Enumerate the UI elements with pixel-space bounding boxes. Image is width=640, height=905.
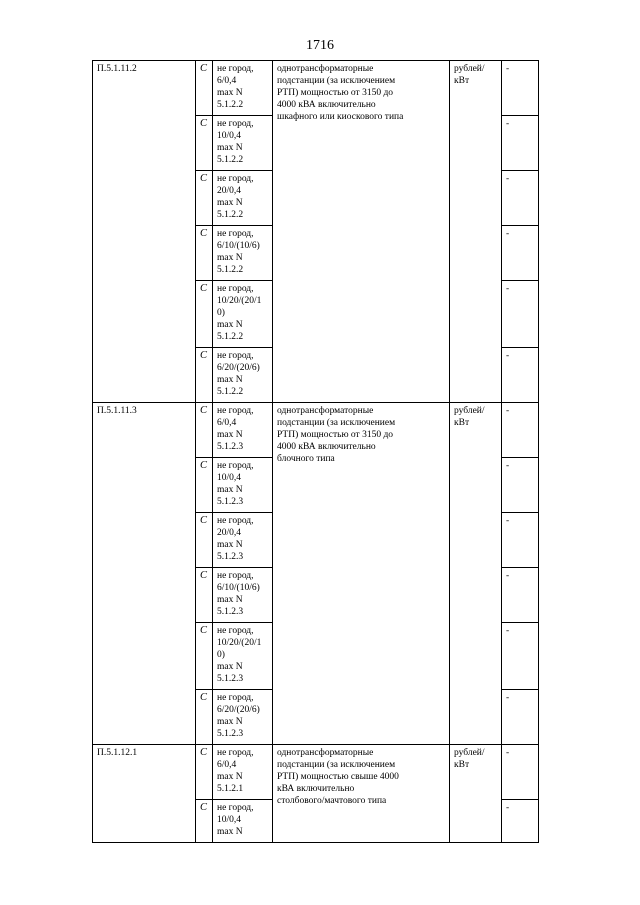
category-letter: C: [200, 173, 208, 184]
category-letter: C: [200, 350, 208, 361]
value: -: [506, 119, 510, 129]
condition-line: не город,: [217, 693, 254, 703]
category-letter-cell: [196, 116, 213, 171]
condition-cell: [213, 568, 273, 623]
condition-line: 5.1.2.2: [217, 210, 244, 220]
description-line: РТП) мощностью свыше 4000: [277, 772, 399, 782]
condition-line: не город,: [217, 284, 254, 294]
description-line: подстанции (за исключением: [277, 760, 396, 770]
value: -: [506, 516, 510, 526]
category-letter: C: [200, 570, 208, 581]
description-line: однотрансформаторные: [277, 64, 374, 74]
value-cell: [502, 171, 539, 226]
category-letter-cell: [196, 568, 213, 623]
category-letter-cell: [196, 281, 213, 348]
category-letter-cell: [196, 745, 213, 800]
condition-line: max N: [217, 375, 243, 385]
value-cell: [502, 348, 539, 403]
condition-line: не город,: [217, 119, 254, 129]
condition-cell: [213, 745, 273, 800]
condition-line: 5.1.2.3: [217, 442, 244, 452]
condition-line: 5.1.2.3: [217, 674, 244, 684]
value-cell: [502, 403, 539, 458]
condition-line: 6/20/(20/6): [217, 363, 260, 373]
category-letter: C: [200, 118, 208, 129]
description-line: столбового/мачтового типа: [277, 796, 387, 806]
value-cell: [502, 745, 539, 800]
description-line: РТП) мощностью от 3150 до: [277, 88, 394, 98]
value-cell: [502, 513, 539, 568]
condition-line: 10/0,4: [217, 815, 242, 825]
value: -: [506, 406, 510, 416]
value: -: [506, 284, 510, 294]
value-cell: [502, 226, 539, 281]
category-letter-cell: [196, 458, 213, 513]
category-letter: C: [200, 802, 208, 813]
value: -: [506, 229, 510, 239]
condition-line: 5.1.2.3: [217, 607, 244, 617]
item-code: П.5.1.11.3: [97, 406, 137, 416]
condition-line: max N: [217, 198, 243, 208]
value-cell: [502, 800, 539, 843]
condition-line: 5.1.2.3: [217, 729, 244, 739]
condition-cell: [213, 623, 273, 690]
description-line: шкафного или киоскового типа: [277, 112, 404, 122]
value: -: [506, 64, 510, 74]
condition-line: max N: [217, 88, 243, 98]
condition-line: 5.1.2.2: [217, 155, 244, 165]
condition-line: не город,: [217, 229, 254, 239]
description-line: блочного типа: [277, 454, 335, 464]
condition-line: 6/10/(10/6): [217, 241, 260, 251]
category-letter: C: [200, 747, 208, 758]
condition-cell: [213, 690, 273, 745]
condition-line: 5.1.2.1: [217, 784, 244, 794]
description-cell: [273, 61, 450, 403]
condition-line: 6/10/(10/6): [217, 583, 260, 593]
condition-line: 5.1.2.2: [217, 387, 244, 397]
value-cell: [502, 568, 539, 623]
condition-line: max N: [217, 827, 243, 837]
value-cell: [502, 623, 539, 690]
value-cell: [502, 61, 539, 116]
condition-line: max N: [217, 430, 243, 440]
condition-line: не город,: [217, 461, 254, 471]
condition-cell: [213, 403, 273, 458]
description-cell: [273, 745, 450, 843]
table-row: [93, 403, 539, 458]
value-cell: [502, 116, 539, 171]
condition-line: не город,: [217, 803, 254, 813]
description-line: однотрансформаторные: [277, 748, 374, 758]
value: -: [506, 626, 510, 636]
condition-cell: [213, 800, 273, 843]
condition-line: 5.1.2.2: [217, 100, 244, 110]
condition-line: 5.1.2.3: [217, 497, 244, 507]
condition-cell: [213, 171, 273, 226]
table-body: [93, 61, 539, 843]
category-letter: C: [200, 63, 208, 74]
condition-line: 20/0,4: [217, 528, 242, 538]
description-line: 4000 кВА включительно: [277, 100, 376, 110]
condition-line: max N: [217, 662, 243, 672]
category-letter-cell: [196, 690, 213, 745]
value-cell: [502, 281, 539, 348]
category-letter-cell: [196, 61, 213, 116]
condition-line: max N: [217, 143, 243, 153]
condition-line: 6/0,4: [217, 760, 237, 770]
unit-line: кВт: [454, 76, 470, 86]
description-line: РТП) мощностью от 3150 до: [277, 430, 394, 440]
value: -: [506, 174, 510, 184]
value: -: [506, 748, 510, 758]
unit-cell: [450, 403, 502, 745]
condition-cell: [213, 226, 273, 281]
category-letter: C: [200, 625, 208, 636]
condition-line: 5.1.2.2: [217, 265, 244, 275]
condition-line: 5.1.2.3: [217, 552, 244, 562]
category-letter: C: [200, 283, 208, 294]
condition-line: 6/0,4: [217, 418, 237, 428]
category-letter: C: [200, 405, 208, 416]
description-line: кВА включительно: [277, 784, 355, 794]
item-code-cell: [93, 61, 196, 403]
condition-cell: [213, 513, 273, 568]
condition-line: 6/0,4: [217, 76, 237, 86]
category-letter: C: [200, 228, 208, 239]
condition-line: 6/20/(20/6): [217, 705, 260, 715]
condition-line: 20/0,4: [217, 186, 242, 196]
description-cell: [273, 403, 450, 745]
page-number: 1716: [306, 38, 334, 53]
condition-line: не город,: [217, 351, 254, 361]
value: -: [506, 351, 510, 361]
tariff-table: [92, 60, 539, 843]
condition-line: 10/0,4: [217, 131, 242, 141]
value-cell: [502, 690, 539, 745]
condition-line: 10/20/(20/1: [217, 638, 262, 648]
condition-cell: [213, 281, 273, 348]
condition-line: не город,: [217, 626, 254, 636]
category-letter-cell: [196, 348, 213, 403]
category-letter-cell: [196, 226, 213, 281]
condition-line: не город,: [217, 748, 254, 758]
unit-line: кВт: [454, 418, 470, 428]
unit-line: рублей/: [454, 406, 485, 416]
condition-line: 5.1.2.2: [217, 332, 244, 342]
condition-line: max N: [217, 540, 243, 550]
condition-cell: [213, 61, 273, 116]
description-line: однотрансформаторные: [277, 406, 374, 416]
description-line: подстанции (за исключением: [277, 418, 396, 428]
unit-cell: [450, 745, 502, 843]
table-row: [93, 61, 539, 116]
value-cell: [502, 458, 539, 513]
unit-line: рублей/: [454, 64, 485, 74]
condition-line: 10/0,4: [217, 473, 242, 483]
condition-line: 0): [217, 308, 225, 318]
value: -: [506, 571, 510, 581]
description-line: 4000 кВА включительно: [277, 442, 376, 452]
value: -: [506, 693, 510, 703]
unit-line: кВт: [454, 760, 470, 770]
condition-line: не город,: [217, 406, 254, 416]
item-code: П.5.1.12.1: [97, 748, 138, 758]
category-letter-cell: [196, 513, 213, 568]
condition-cell: [213, 348, 273, 403]
condition-line: max N: [217, 595, 243, 605]
condition-line: max N: [217, 485, 243, 495]
condition-line: 0): [217, 650, 225, 660]
category-letter-cell: [196, 800, 213, 843]
category-letter: C: [200, 515, 208, 526]
condition-line: не город,: [217, 571, 254, 581]
condition-cell: [213, 458, 273, 513]
category-letter: C: [200, 460, 208, 471]
unit-line: рублей/: [454, 748, 485, 758]
value: -: [506, 803, 510, 813]
condition-line: 10/20/(20/1: [217, 296, 262, 306]
category-letter-cell: [196, 171, 213, 226]
condition-line: max N: [217, 253, 243, 263]
table-row: [93, 745, 539, 800]
description-line: подстанции (за исключением: [277, 76, 396, 86]
condition-line: max N: [217, 320, 243, 330]
condition-line: не город,: [217, 174, 254, 184]
item-code: П.5.1.11.2: [97, 64, 137, 74]
condition-cell: [213, 116, 273, 171]
condition-line: max N: [217, 772, 243, 782]
category-letter-cell: [196, 403, 213, 458]
item-code-cell: [93, 403, 196, 745]
condition-line: не город,: [217, 64, 254, 74]
category-letter: C: [200, 692, 208, 703]
condition-line: не город,: [217, 516, 254, 526]
item-code-cell: [93, 745, 196, 843]
condition-line: max N: [217, 717, 243, 727]
unit-cell: [450, 61, 502, 403]
value: -: [506, 461, 510, 471]
category-letter-cell: [196, 623, 213, 690]
